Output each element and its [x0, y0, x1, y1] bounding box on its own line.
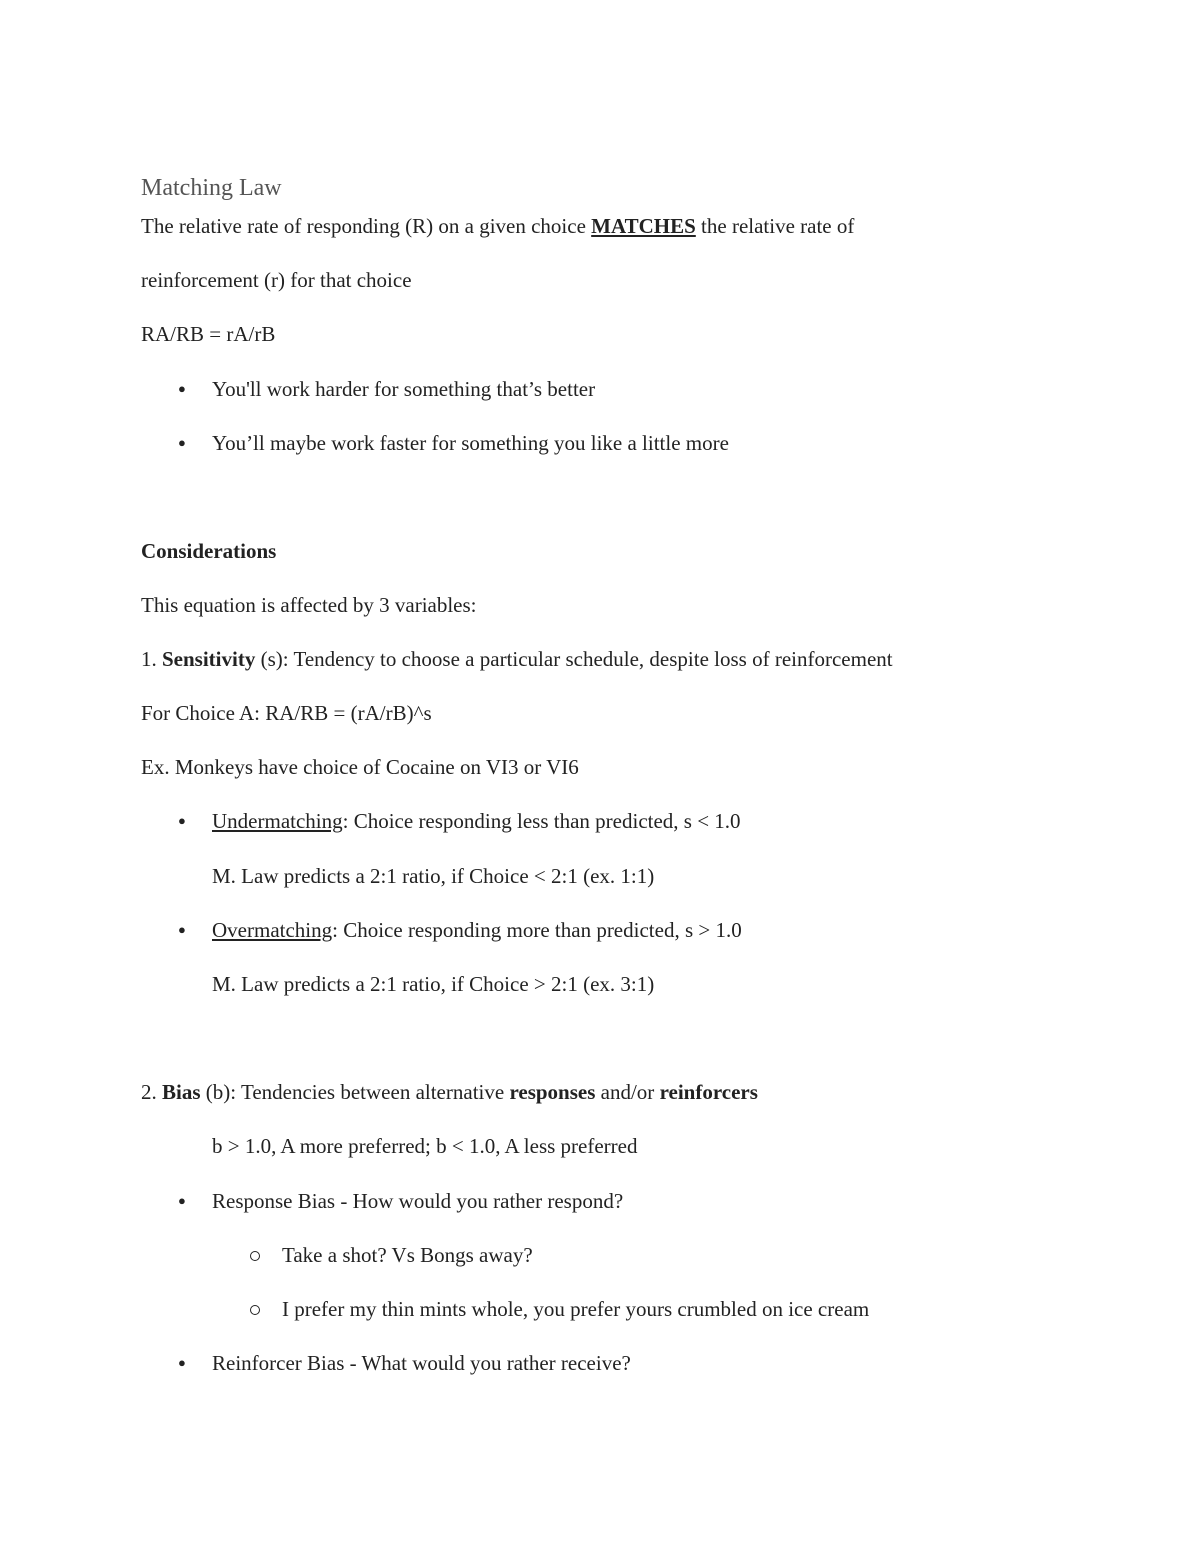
undermatching-line: [212, 807, 741, 835]
bullet-icon: ●: [178, 813, 186, 828]
considerations-lead: This equation is affected by 3 variables:: [141, 593, 477, 617]
page-title: Matching Law: [141, 175, 282, 201]
reinforcer-bias-line: Reinforcer Bias - What would you rather receive?: [212, 1351, 631, 1375]
bullet-icon: ●: [178, 1193, 186, 1208]
response-bias-line: Response Bias - How would you rather respond?: [212, 1189, 624, 1213]
bias-responses: responses: [509, 1080, 596, 1104]
undermatching-detail: M. Law predicts a 2:1 ratio, if Choice < 2:1 (ex. 1:1): [212, 864, 655, 888]
overmatching-detail: M. Law predicts a 2:1 ratio, if Choice > 2:1 (ex. 3:1): [212, 972, 655, 996]
bias-detail: b > 1.0, A more preferred; b < 1.0, A less preferred: [212, 1134, 638, 1158]
hollow-bullet-icon: [250, 1251, 260, 1261]
overmatching-definition: : Choice responding more than predicted, s > 1.0: [332, 918, 742, 942]
bias-term: Bias: [162, 1080, 201, 1104]
intro-bullet-1: You'll work harder for something that’s better: [212, 377, 596, 401]
response-bias-example-2: I prefer my thin mints whole, you prefer yours crumbled on ice cream: [282, 1297, 870, 1321]
bias-number: 2.: [141, 1080, 162, 1104]
sensitivity-line: [141, 645, 893, 673]
matching-equation: RA/RB = rA/rB: [141, 322, 276, 346]
overmatching-line: [212, 916, 742, 944]
bias-definition-a: (b): Tendencies between alternative: [200, 1080, 510, 1104]
intro-text-end: the relative rate of: [695, 214, 855, 238]
bullet-icon: ●: [178, 1355, 186, 1370]
overmatching-term: Overmatching: [212, 918, 333, 942]
sensitivity-formula: For Choice A: RA/RB = (rA/rB)^s: [141, 701, 432, 725]
intro-bullet-2: You’ll maybe work faster for something you like a little more: [212, 431, 729, 455]
bias-line: [141, 1078, 758, 1106]
matches-keyword: MATCHES: [591, 214, 696, 238]
bullet-icon: ●: [178, 435, 186, 450]
response-bias-example-1: Take a shot? Vs Bongs away?: [282, 1243, 533, 1267]
bullet-icon: ●: [178, 381, 186, 396]
sensitivity-example: Ex. Monkeys have choice of Cocaine on VI3 or VI6: [141, 755, 579, 779]
hollow-bullet-icon: [250, 1305, 260, 1315]
bullet-icon: ●: [178, 922, 186, 937]
intro-line-1: [141, 212, 854, 240]
sensitivity-term: Sensitivity: [162, 647, 256, 671]
bias-reinforcers: reinforcers: [659, 1080, 758, 1104]
considerations-heading: Considerations: [141, 539, 277, 563]
intro-line-2: reinforcement (r) for that choice: [141, 268, 412, 292]
undermatching-term: Undermatching: [212, 809, 343, 833]
sensitivity-number: 1.: [141, 647, 162, 671]
bias-definition-b: and/or: [595, 1080, 660, 1104]
undermatching-definition: : Choice responding less than predicted, s < 1.0: [342, 809, 741, 833]
intro-text: The relative rate of responding (R) on a given choice: [141, 214, 592, 238]
sensitivity-definition: (s): Tendency to choose a particular schedule, despite loss of reinforcement: [255, 647, 893, 671]
